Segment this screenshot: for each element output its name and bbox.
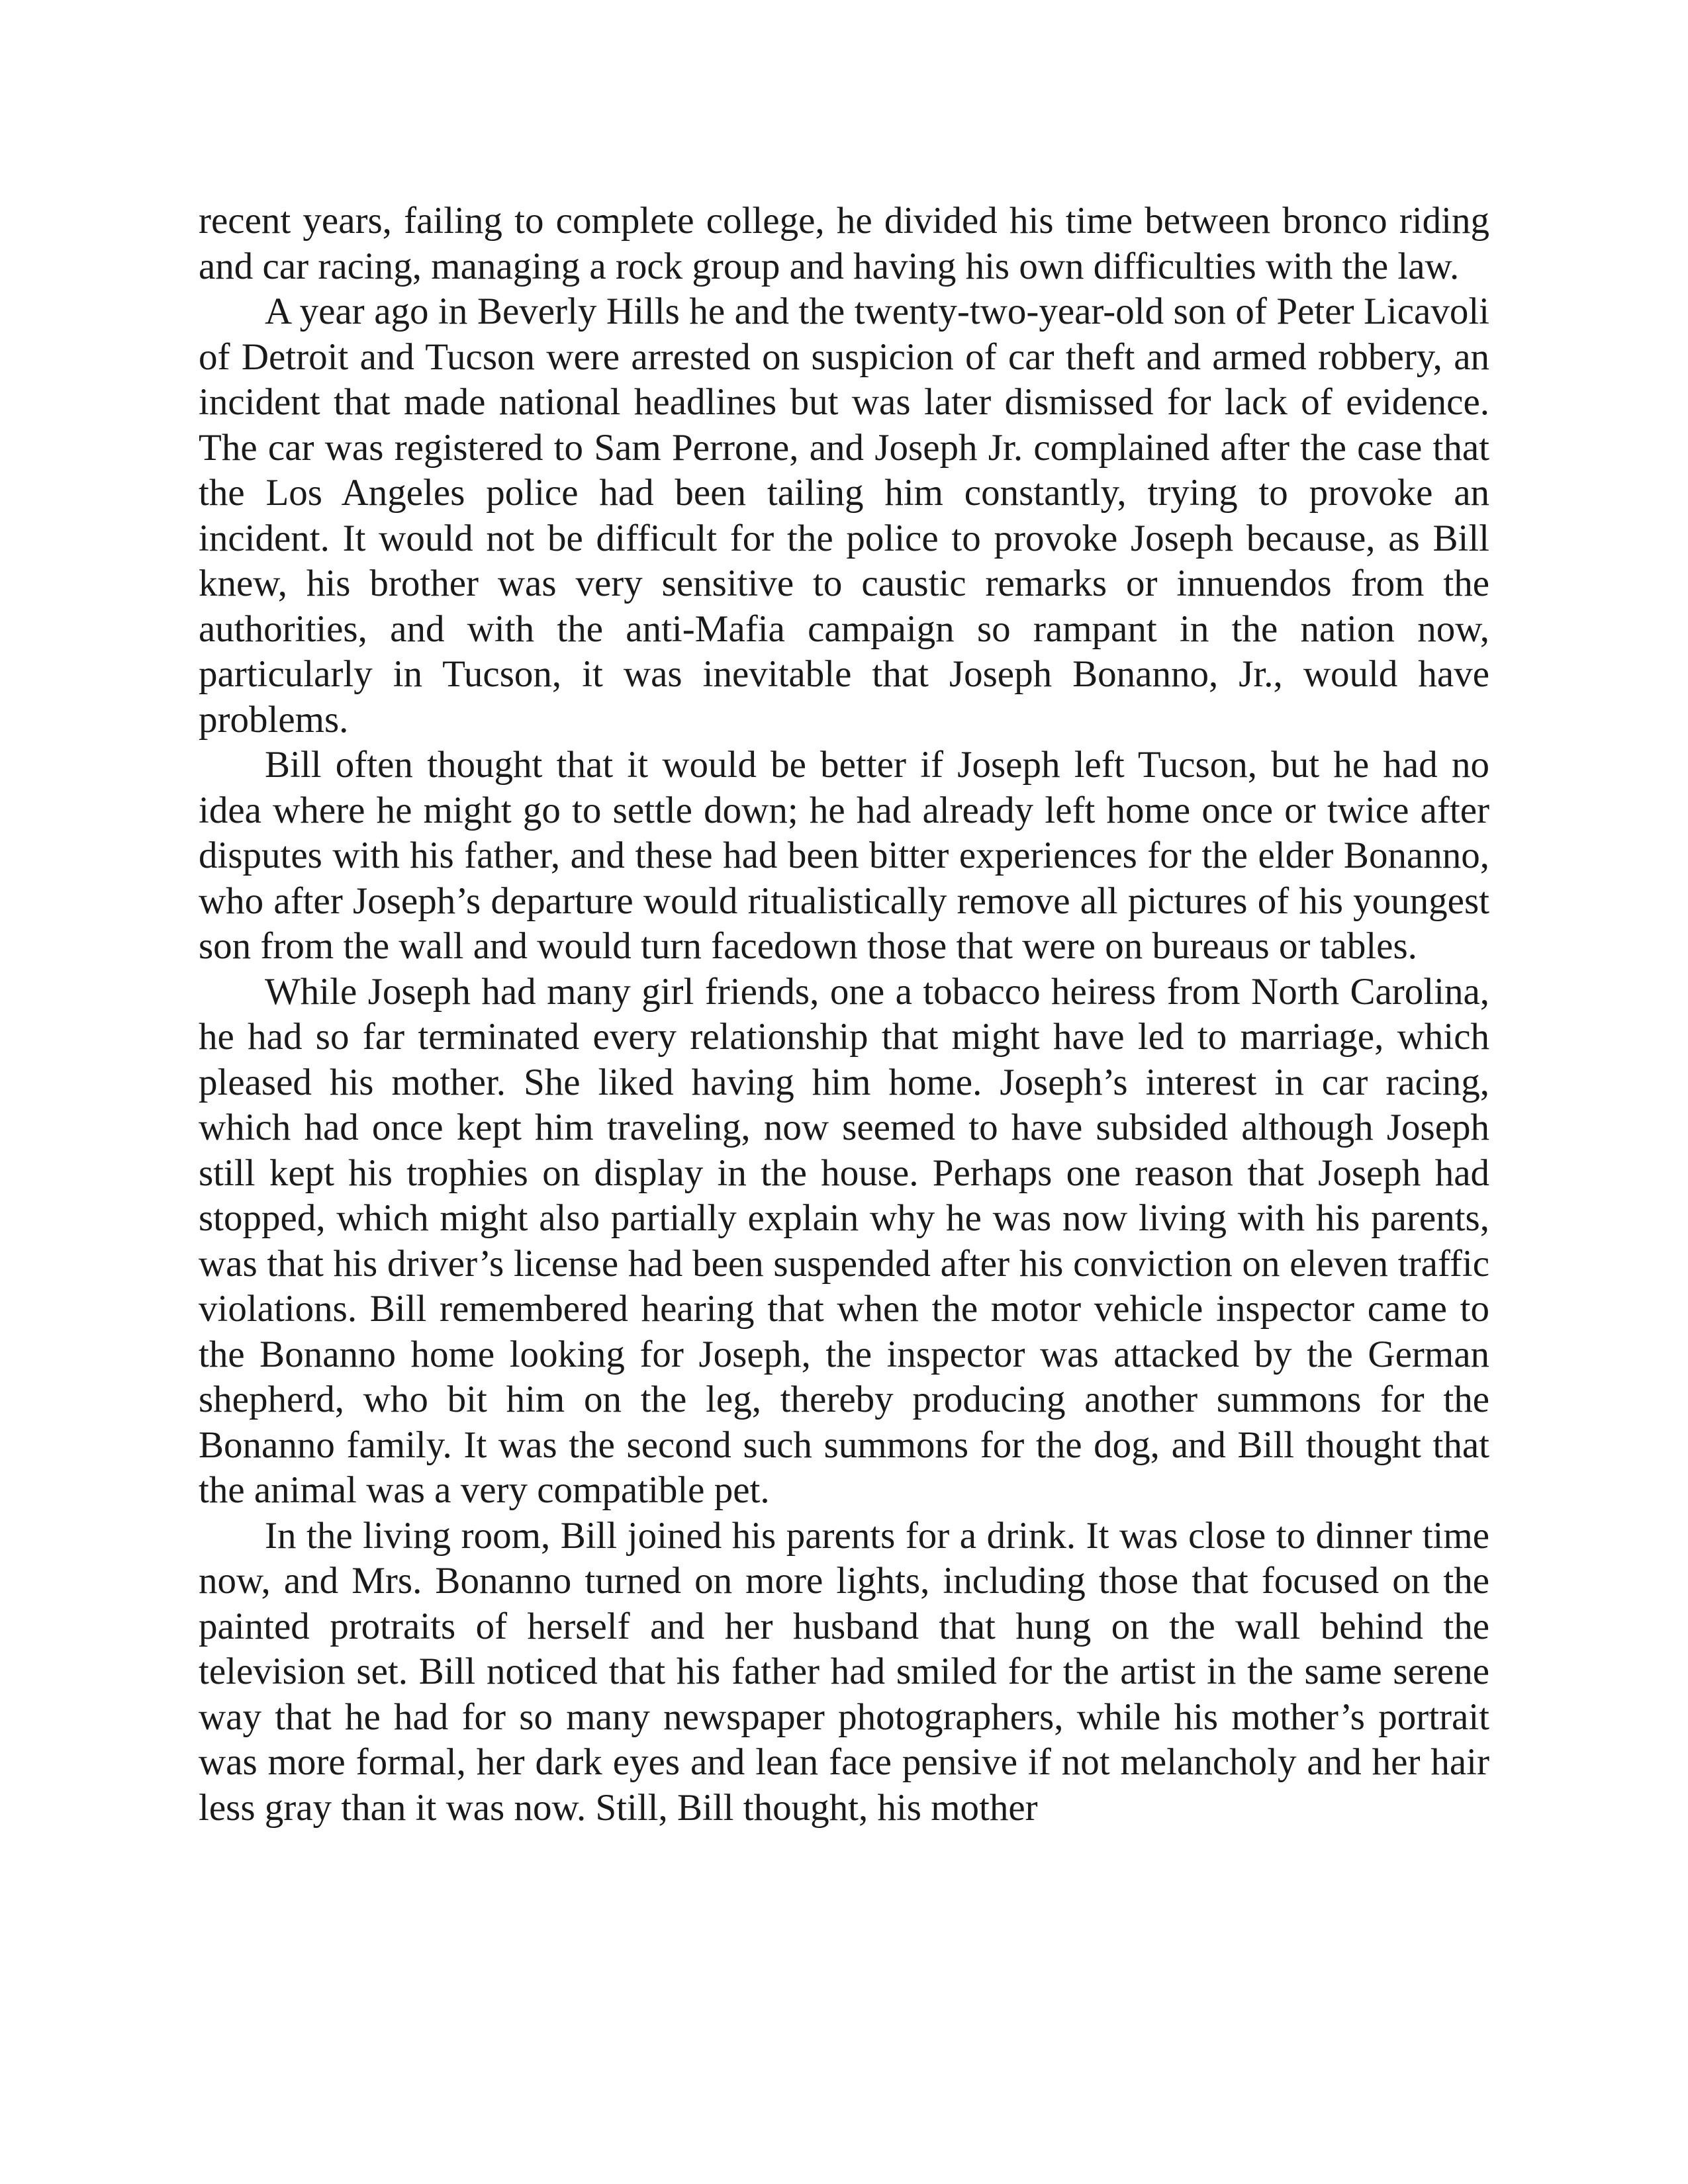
paragraph: In the living room, Bill joined his parents for a drink. It was close to dinner time now, and Mrs. Bonanno turned on more lights, including those that focused on the painted protraits of herself and her husband that hung on the wall behind the television set. Bill noticed that his father had smiled for the artist in the same serene way that he had for so many newspaper photographers, while his mother’s portrait was more formal, her dark eyes and lean face pensive if not melancholy and her hair less gray than it was now. Still, Bill thought, his mother [199,1514,1489,1829]
paragraph-continuation: recent years, failing to complete college, he divided his time between bronco riding and car racing, managing a rock group and having his own difficulties with the law. [199,200,1489,287]
paragraph: Bill often thought that it would be better if Joseph left Tucson, but he had no idea where he might go to settle down; he had already left home once or twice after disputes with his father, and these had been bitter experiences for the elder Bonanno, who after Joseph’s departure would ritualistically remove all pictures of his youngest son from the wall and would turn facedown those that were on bureaus or tables. [199,744,1489,967]
paragraph: A year ago in Beverly Hills he and the twenty-two-year-old son of Peter Licavoli of Detroit and Tucson were arrested on suspicion of car theft and armed robbery, an incident that made national headlines but was later dismissed for lack of evidence. The car was registered to Sam Perrone, and Joseph Jr. complained after the case that the Los Angeles police had been tailing him constantly, trying to provoke an incident. It would not be difficult for the police to provoke Joseph because, as Bill knew, his brother was very sensitive to caustic remarks or innuendos from the authorities, and with the anti-Mafia campaign so rampant in the nation now, particularly in Tucson, it was inevitable that Joseph Bonanno, Jr., would have problems. [199,291,1489,741]
paragraph: While Joseph had many girl friends, one a tobacco heiress from North Carolina, he had so far terminated every relationship that might have led to marriage, which pleased his mother. She liked having him home. Joseph’s interest in car racing, which had once kept him traveling, now seemed to have subsided although Joseph still kept his trophies on display in the house. Perhaps one reason that Joseph had stopped, which might also partially explain why he was now living with his parents, was that his driver’s license had been suspended after his conviction on eleven traffic violations. Bill remembered hearing that when the motor vehicle inspector came to the Bonanno home looking for Joseph, the inspector was attacked by the German shepherd, who bit him on the leg, thereby producing another summons for the Bonanno family. It was the second such summons for the dog, and Bill thought that the animal was a very compatible pet. [199,970,1489,1511]
page-body [199,199,1489,1831]
